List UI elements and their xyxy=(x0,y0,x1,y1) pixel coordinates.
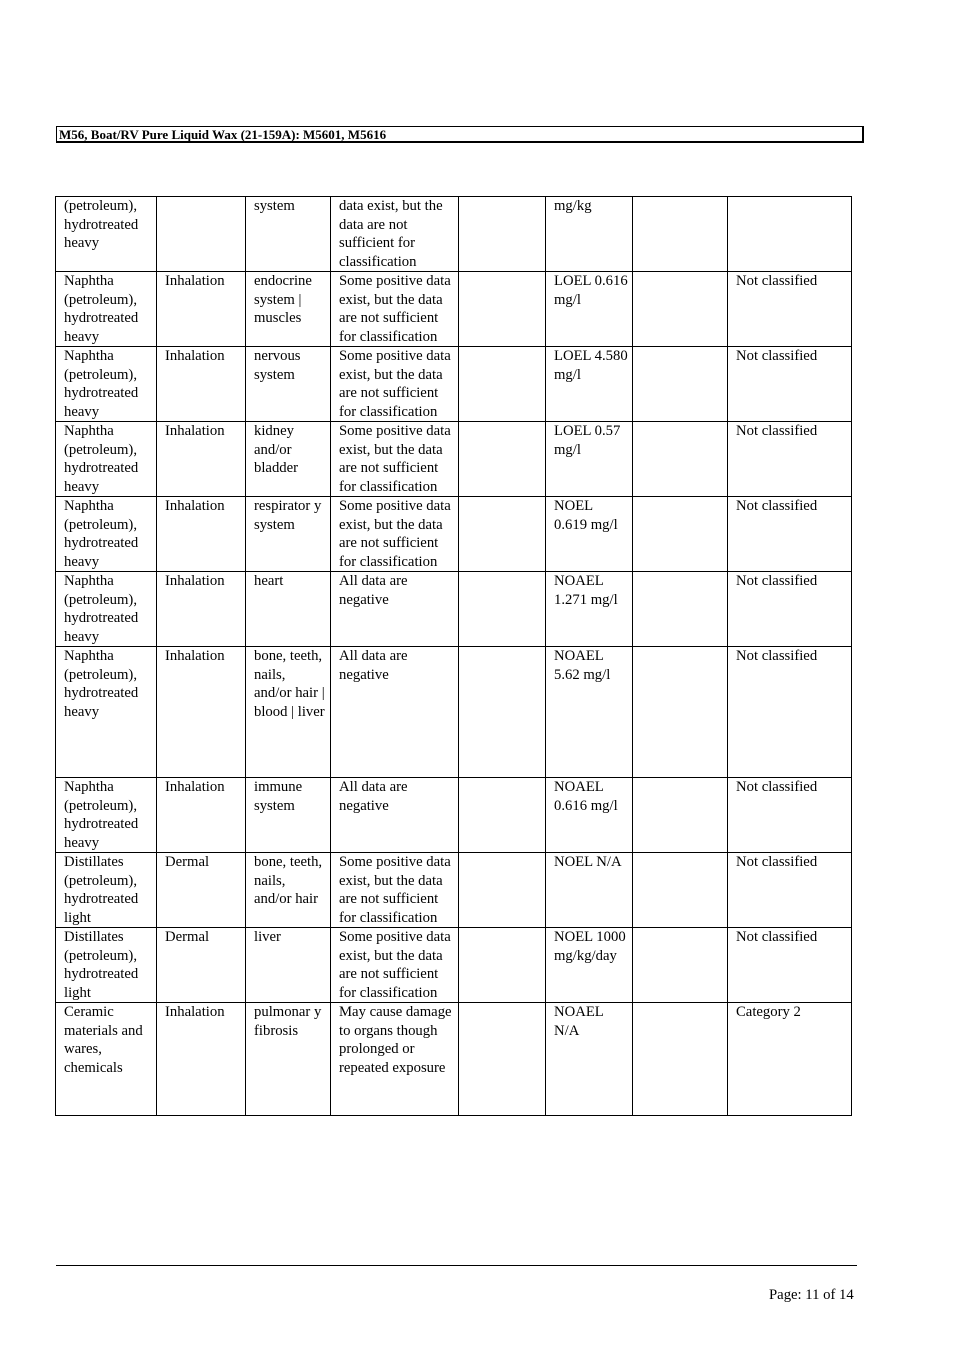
classification-cell: Not classified xyxy=(728,422,852,497)
route-cell: Dermal xyxy=(157,853,246,928)
substance-name-cell: Naphtha (petroleum), hydrotreated heavy xyxy=(56,272,157,347)
page-number: Page: 11 of 14 xyxy=(769,1287,854,1303)
species-cell xyxy=(459,272,546,347)
species-cell xyxy=(459,778,546,853)
substance-name-cell: Ceramic materials and wares, chemicals xyxy=(56,1003,157,1116)
duration-cell xyxy=(633,422,728,497)
target-organ-cell: pulmonar y fibrosis xyxy=(246,1003,331,1116)
species-cell xyxy=(459,197,546,272)
test-result-cell: NOAEL 5.62 mg/l xyxy=(546,647,633,778)
duration-cell xyxy=(633,928,728,1003)
result-cell: Some positive data exist, but the data are not sufficient for classification xyxy=(331,928,459,1003)
duration-cell xyxy=(633,497,728,572)
duration-cell xyxy=(633,347,728,422)
result-cell: Some positive data exist, but the data are not sufficient for classification xyxy=(331,853,459,928)
test-result-cell: LOEL 4.580 mg/l xyxy=(546,347,633,422)
duration-cell xyxy=(633,272,728,347)
route-cell: Inhalation xyxy=(157,778,246,853)
substance-name-cell: (petroleum), hydrotreated heavy xyxy=(56,197,157,272)
substance-name-cell: Distillates (petroleum), hydrotreated light xyxy=(56,928,157,1003)
table-row xyxy=(56,778,852,853)
route-cell xyxy=(157,197,246,272)
footer-divider xyxy=(56,1265,857,1266)
result-cell: Some positive data exist, but the data are not sufficient for classification xyxy=(331,347,459,422)
duration-cell xyxy=(633,1003,728,1116)
route-cell: Inhalation xyxy=(157,647,246,778)
target-organ-cell: bone, teeth, nails, and/or hair | blood | liver xyxy=(246,647,331,778)
document-title: M56, Boat/RV Pure Liquid Wax (21-159A): M5601, M5616 xyxy=(56,126,864,143)
classification-cell: Not classified xyxy=(728,647,852,778)
species-cell xyxy=(459,647,546,778)
route-cell: Inhalation xyxy=(157,422,246,497)
classification-cell: Not classified xyxy=(728,778,852,853)
table-row xyxy=(56,572,852,647)
substance-name-cell: Naphtha (petroleum), hydrotreated heavy xyxy=(56,572,157,647)
test-result-cell: NOEL 0.619 mg/l xyxy=(546,497,633,572)
target-organ-toxicity-table xyxy=(55,196,852,1116)
classification-cell xyxy=(728,197,852,272)
table-row xyxy=(56,497,852,572)
substance-name-cell: Naphtha (petroleum), hydrotreated heavy xyxy=(56,347,157,422)
species-cell xyxy=(459,928,546,1003)
classification-cell: Not classified xyxy=(728,347,852,422)
target-organ-cell: kidney and/or bladder xyxy=(246,422,331,497)
result-cell: May cause damage to organs though prolonged or repeated exposure xyxy=(331,1003,459,1116)
substance-name-cell: Naphtha (petroleum), hydrotreated heavy xyxy=(56,497,157,572)
target-organ-cell: nervous system xyxy=(246,347,331,422)
table-row xyxy=(56,853,852,928)
duration-cell xyxy=(633,572,728,647)
result-cell: All data are negative xyxy=(331,778,459,853)
table-row xyxy=(56,272,852,347)
route-cell: Dermal xyxy=(157,928,246,1003)
test-result-cell: NOAEL N/A xyxy=(546,1003,633,1116)
table-row xyxy=(56,1003,852,1116)
test-result-cell: mg/kg xyxy=(546,197,633,272)
result-cell: Some positive data exist, but the data are not sufficient for classification xyxy=(331,272,459,347)
result-cell: All data are negative xyxy=(331,572,459,647)
table-row xyxy=(56,347,852,422)
result-cell: Some positive data exist, but the data are not sufficient for classification xyxy=(331,497,459,572)
test-result-cell: LOEL 0.616 mg/l xyxy=(546,272,633,347)
classification-cell: Not classified xyxy=(728,928,852,1003)
table-row xyxy=(56,928,852,1003)
classification-cell: Category 2 xyxy=(728,1003,852,1116)
target-organ-cell: liver xyxy=(246,928,331,1003)
duration-cell xyxy=(633,853,728,928)
result-cell: All data are negative xyxy=(331,647,459,778)
substance-name-cell: Naphtha (petroleum), hydrotreated heavy xyxy=(56,422,157,497)
test-result-cell: LOEL 0.57 mg/l xyxy=(546,422,633,497)
table-row xyxy=(56,197,852,272)
substance-name-cell: Naphtha (petroleum), hydrotreated heavy xyxy=(56,647,157,778)
target-organ-cell: heart xyxy=(246,572,331,647)
table-row xyxy=(56,422,852,497)
route-cell: Inhalation xyxy=(157,347,246,422)
substance-name-cell: Naphtha (petroleum), hydrotreated heavy xyxy=(56,778,157,853)
target-organ-cell: immune system xyxy=(246,778,331,853)
classification-cell: Not classified xyxy=(728,853,852,928)
species-cell xyxy=(459,497,546,572)
species-cell xyxy=(459,347,546,422)
route-cell: Inhalation xyxy=(157,272,246,347)
classification-cell: Not classified xyxy=(728,572,852,647)
route-cell: Inhalation xyxy=(157,1003,246,1116)
duration-cell xyxy=(633,778,728,853)
substance-name-cell: Distillates (petroleum), hydrotreated light xyxy=(56,853,157,928)
species-cell xyxy=(459,853,546,928)
species-cell xyxy=(459,1003,546,1116)
target-organ-cell: bone, teeth, nails, and/or hair xyxy=(246,853,331,928)
test-result-cell: NOAEL 1.271 mg/l xyxy=(546,572,633,647)
route-cell: Inhalation xyxy=(157,572,246,647)
route-cell: Inhalation xyxy=(157,497,246,572)
classification-cell: Not classified xyxy=(728,272,852,347)
duration-cell xyxy=(633,197,728,272)
species-cell xyxy=(459,572,546,647)
species-cell xyxy=(459,422,546,497)
target-organ-cell: respirator y system xyxy=(246,497,331,572)
table-row xyxy=(56,647,852,778)
test-result-cell: NOEL 1000 mg/kg/day xyxy=(546,928,633,1003)
test-result-cell: NOEL N/A xyxy=(546,853,633,928)
target-organ-cell: system xyxy=(246,197,331,272)
test-result-cell: NOAEL 0.616 mg/l xyxy=(546,778,633,853)
result-cell: data exist, but the data are not sufficient for classification xyxy=(331,197,459,272)
duration-cell xyxy=(633,647,728,778)
result-cell: Some positive data exist, but the data are not sufficient for classification xyxy=(331,422,459,497)
classification-cell: Not classified xyxy=(728,497,852,572)
target-organ-cell: endocrine system | muscles xyxy=(246,272,331,347)
